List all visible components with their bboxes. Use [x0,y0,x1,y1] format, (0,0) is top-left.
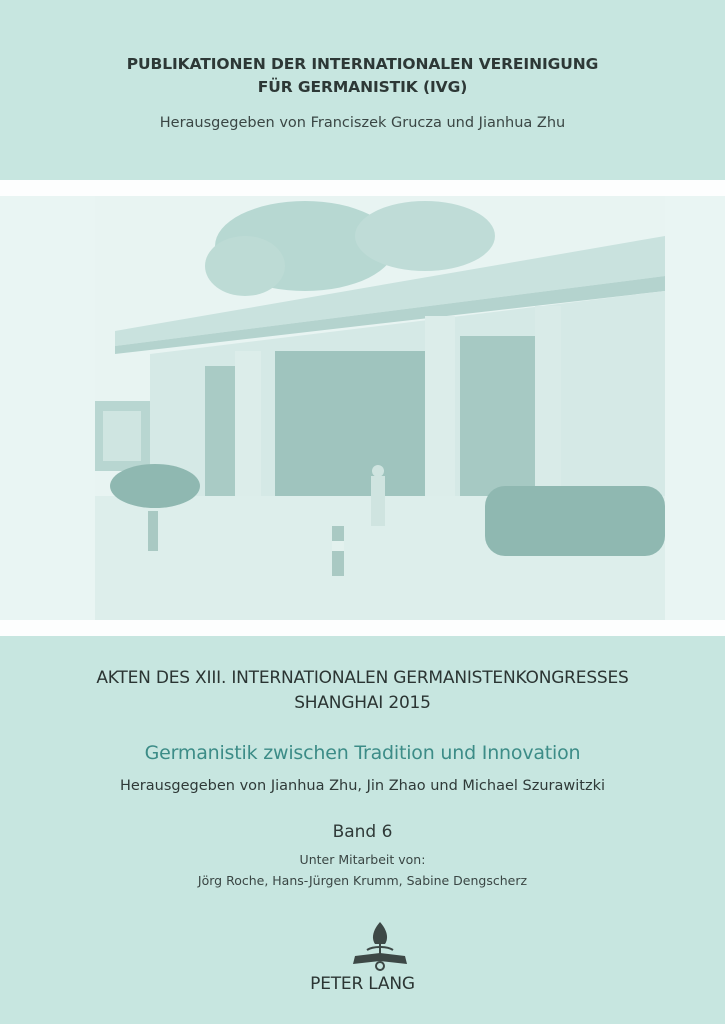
photo-band [0,196,725,620]
series-title-line2: FÜR GERMANISTIK (IVG) [257,78,468,96]
band-number: Band 6 [332,822,393,842]
collaborators: Jörg Roche, Hans-Jürgen Krumm, Sabine Dengscherz [197,873,528,888]
collaboration-label: Unter Mitarbeit von: [299,852,426,867]
photo-side-panel-left [0,196,95,620]
divider-strip-bottom [0,620,725,636]
divider-strip-top [0,180,725,196]
volume-title: Germanistik zwischen Tradition und Innovation [144,742,581,764]
proceedings-title-line1: AKTEN DES XIII. INTERNATIONALEN GERMANISTENKONGRESSES [96,668,629,688]
publisher-name: PETER LANG [310,974,415,994]
proceedings-title-line2: SHANGHAI 2015 [294,693,431,713]
series-title-line1: PUBLIKATIONEN DER INTERNATIONALEN VEREINIGUNG [126,55,599,73]
series-editors: Herausgegeben von Franciszek Grucza und Jianhua Zhu [159,115,566,131]
volume-editors: Herausgegeben von Jianhua Zhu, Jin Zhao und Michael Szurawitzki [119,778,606,794]
cover-photo [95,196,665,620]
peter-lang-book-logo-icon [345,920,415,972]
photo-side-panel-right [665,196,725,620]
